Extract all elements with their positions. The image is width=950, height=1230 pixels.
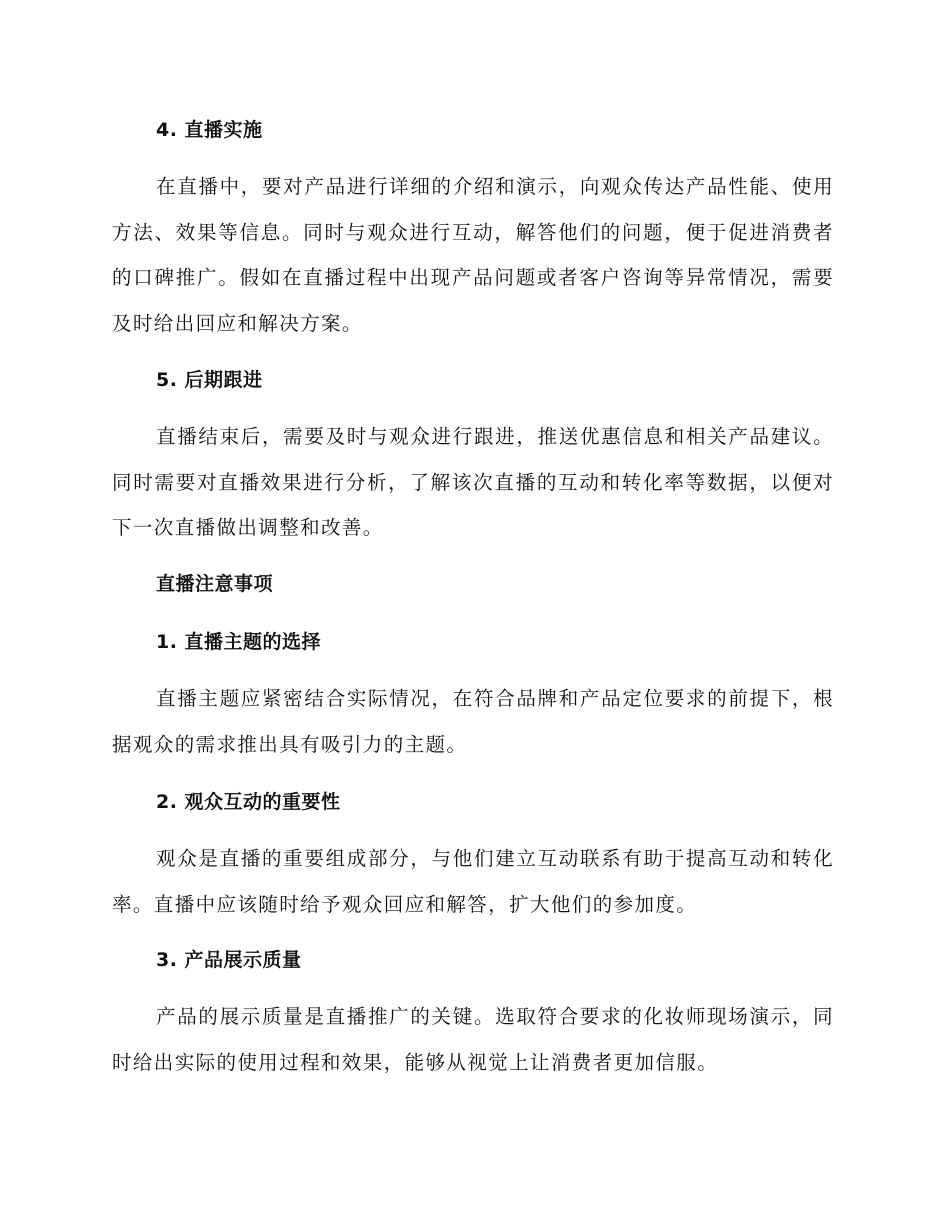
section-heading-display-quality: 3. 产品展示质量 (156, 949, 302, 971)
section-heading-follow-up: 5. 后期跟进 (156, 369, 263, 391)
section-heading-audience-interaction: 2. 观众互动的重要性 (156, 791, 341, 813)
section-heading-live-implementation: 4. 直播实施 (156, 119, 263, 141)
paragraph-follow-up: 直播结束后，需要及时与观众进行跟进，推送优惠信息和相关产品建议。同时需要对直播效果进行分析，了解该次直播的互动和转化率等数据，以便对下一次直播做出调整和改善。 (112, 425, 834, 539)
paragraph-audience-interaction: 观众是直播的重要组成部分，与他们建立互动联系有助于提高互动和转化率。直播中应该随时给予观众回应和解答，扩大他们的参加度。 (112, 847, 834, 916)
paragraph-topic-choice: 直播主题应紧密结合实际情况，在符合品牌和产品定位要求的前提下，根据观众的需求推出具有吸引力的主题。 (112, 687, 834, 756)
section-heading-notes: 直播注意事项 (156, 573, 274, 595)
paragraph-live-implementation: 在直播中，要对产品进行详细的介绍和演示，向观众传达产品性能、使用方法、效果等信息。同时与观众进行互动，解答他们的问题，便于促进消费者的口碑推广。假如在直播过程中出现产品问题或者客户咨询等异常情况，需要及时给出回应和解决方案。 (112, 175, 834, 335)
section-heading-topic-choice: 1. 直播主题的选择 (156, 631, 322, 653)
paragraph-display-quality: 产品的展示质量是直播推广的关键。选取符合要求的化妆师现场演示，同时给出实际的使用过程和效果，能够从视觉上让消费者更加信服。 (112, 1005, 834, 1074)
